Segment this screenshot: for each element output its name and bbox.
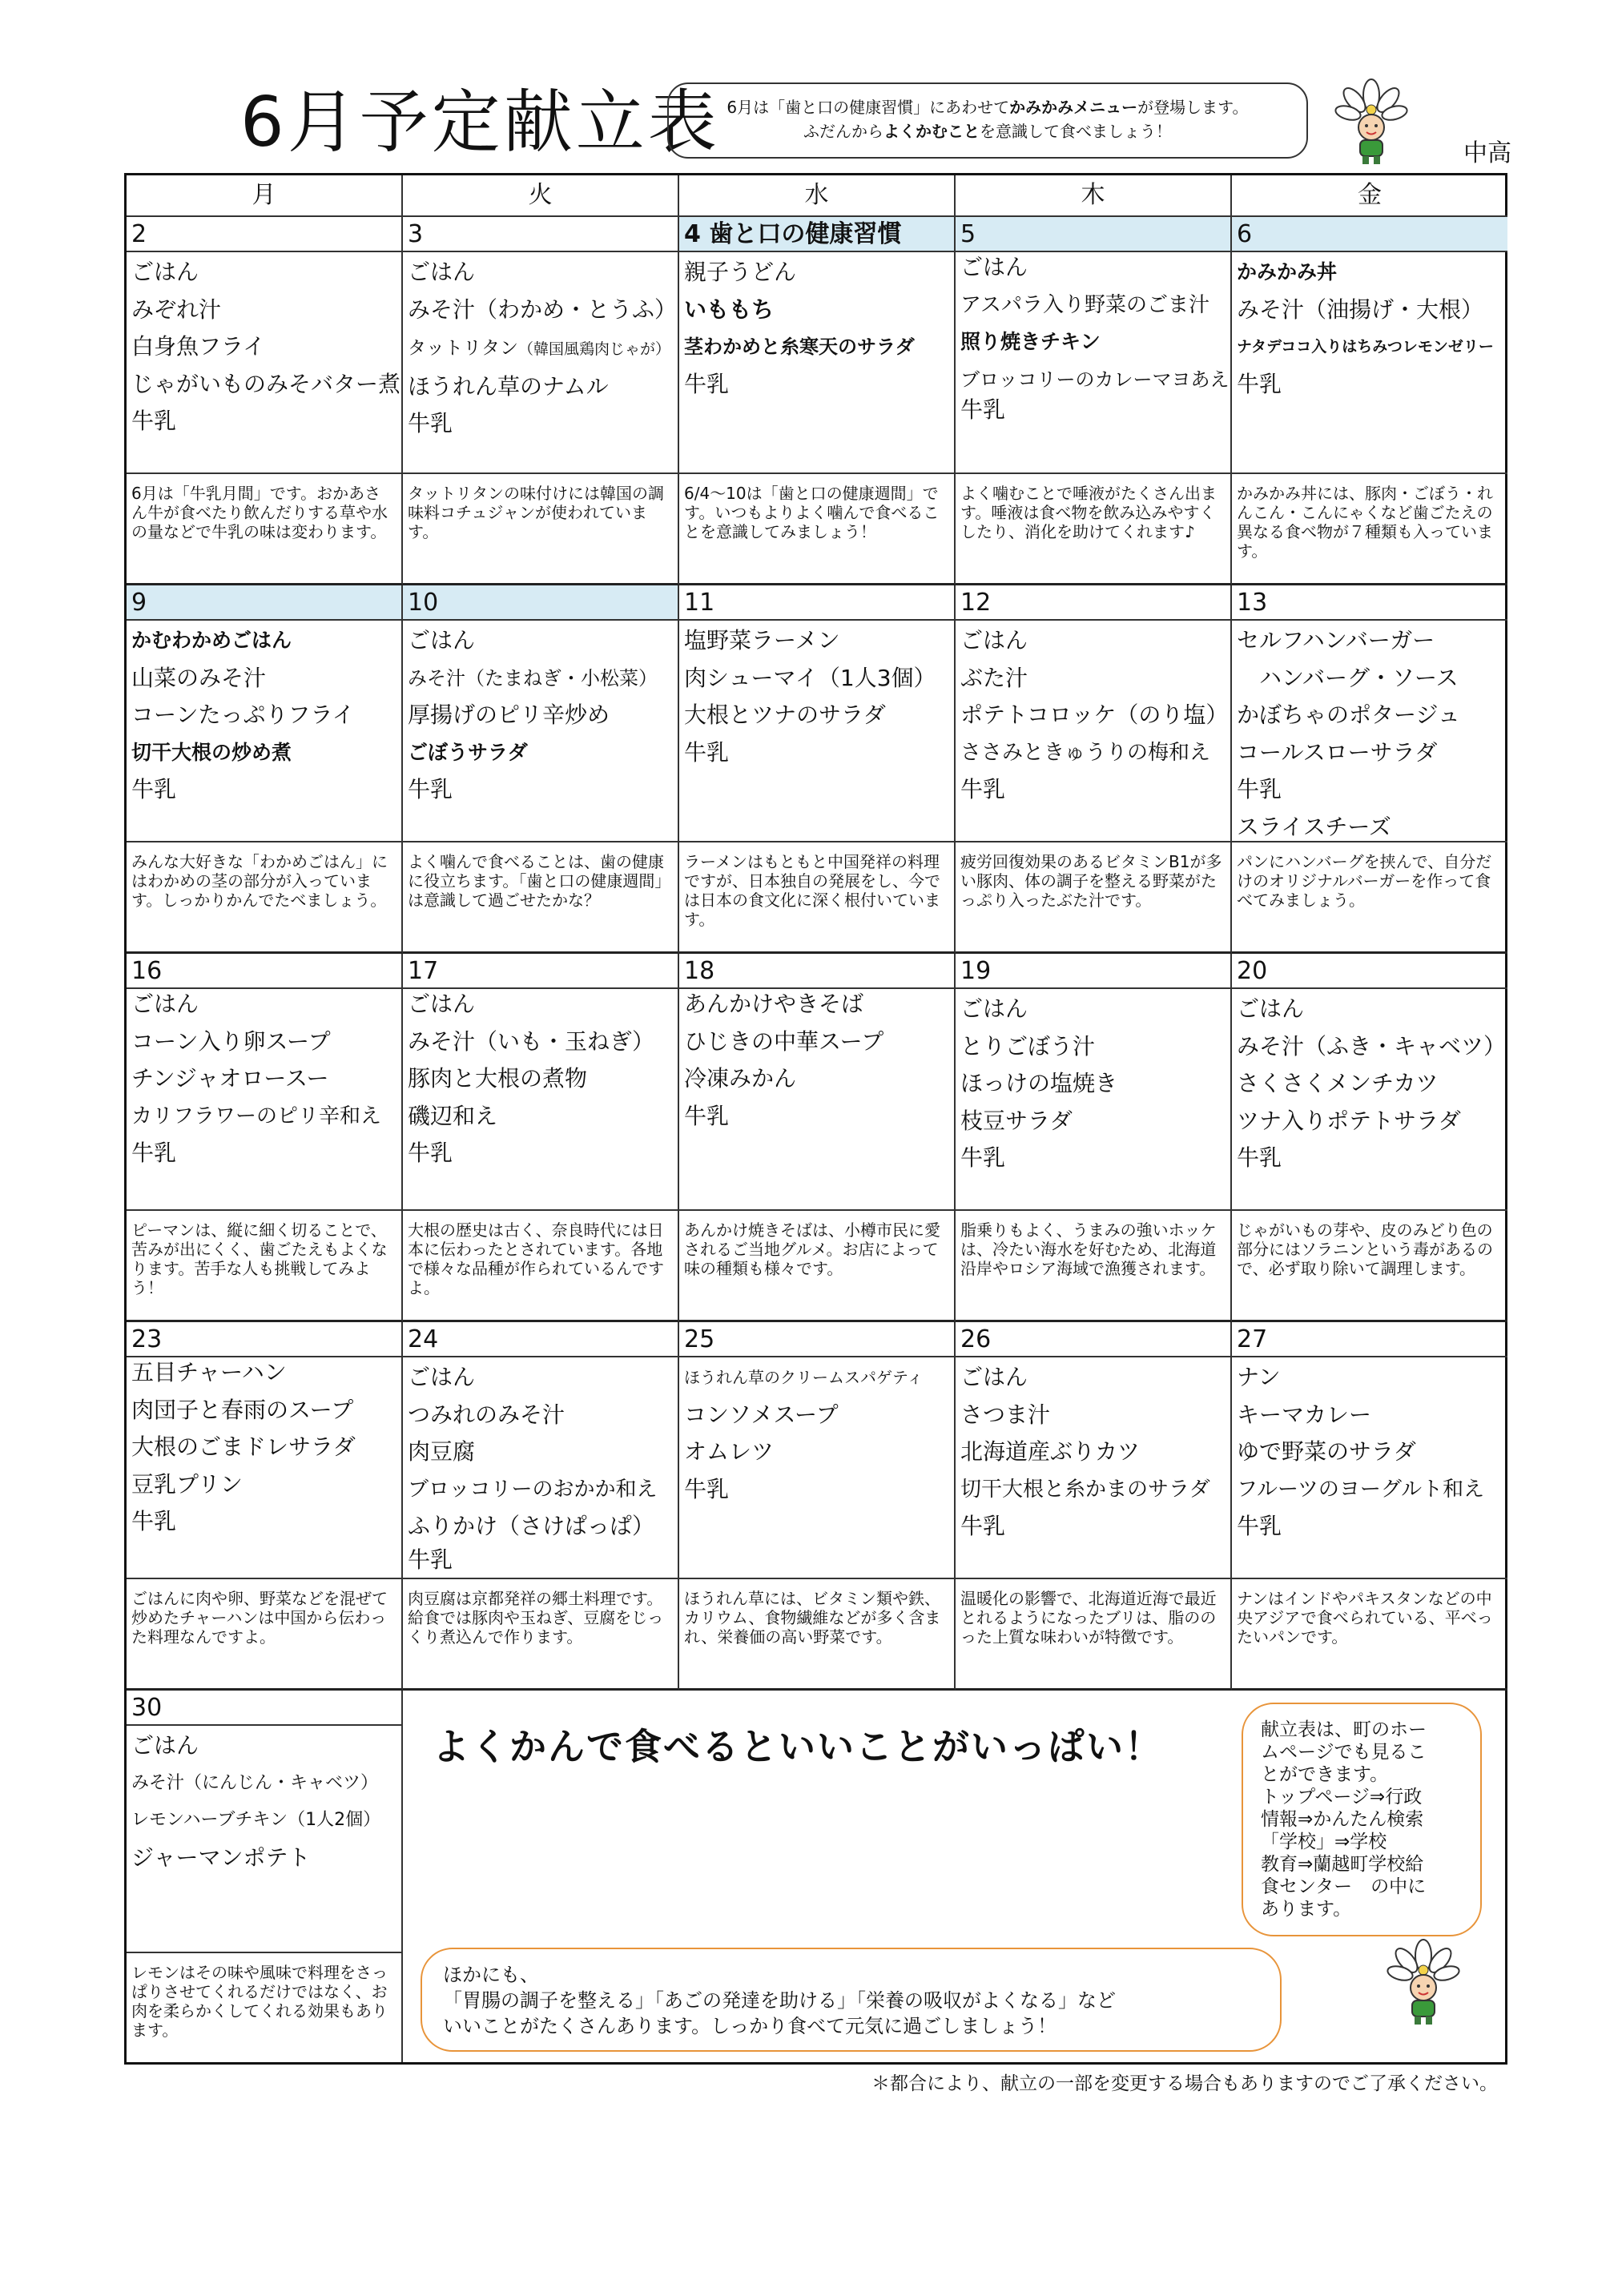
- menu-item: セルフハンバーガー: [1237, 627, 1435, 653]
- menu-item: ごはん: [960, 1364, 1028, 1390]
- day-cell: [403, 217, 679, 585]
- menu-item: 肉シューマイ（1人3個）: [684, 664, 936, 691]
- menu-item: 牛乳: [960, 1144, 1006, 1171]
- date-label: 6: [1232, 217, 1507, 252]
- menu-list: [131, 1354, 398, 1541]
- date-label: 13: [1232, 585, 1507, 621]
- menu-item: 肉豆腐: [408, 1438, 476, 1465]
- menu-item: みそ汁（わかめ・とうふ）: [408, 296, 678, 323]
- weekday-header: 火: [403, 175, 679, 217]
- notice-text: が登場します。: [1137, 98, 1249, 117]
- footer-note: ＊都合により、献立の一部を変更する場合もありますのでご了承ください。: [871, 2073, 1498, 2094]
- menu-item: 山菜のみそ汁: [131, 664, 267, 691]
- day-note: パンにハンバーグを挟んで、自分だけのオリジナルバーガーを作って食べてみましょう。: [1232, 841, 1507, 951]
- menu-item: ごはん: [960, 995, 1028, 1022]
- menu-item: みそ汁（いも・玉ねぎ）: [408, 1027, 655, 1055]
- menu-item: ごはん: [1237, 995, 1305, 1022]
- menu-item: ごはん: [408, 991, 476, 1017]
- menu-item: とりごぼう汁: [960, 1032, 1096, 1060]
- menu-list: [684, 254, 951, 403]
- menu-item: 牛乳: [684, 1475, 730, 1502]
- day-note: じゃがいもの芽や、皮のみどり色の部分にはソラニンという毒があるので、必ず取り除いて調理します。: [1232, 1209, 1507, 1320]
- menu-item: あんかけやきそば: [684, 991, 864, 1017]
- weekday-header: 水: [679, 175, 956, 217]
- menu-list: [960, 991, 1227, 1177]
- menu-list: [408, 1359, 674, 1574]
- date-label: 12: [956, 585, 1230, 621]
- menu-item: いももち: [684, 296, 775, 323]
- menu-item: ハンバーグ・ソース: [1259, 664, 1459, 691]
- date-label: 18: [679, 954, 954, 989]
- notice-text: ふだんから: [803, 122, 883, 141]
- menu-list: [684, 622, 951, 771]
- mascot-icon: [1334, 78, 1410, 166]
- date-label: 10: [403, 585, 678, 621]
- menu-item: 北海道産ぶりカツ: [960, 1438, 1141, 1465]
- menu-item: 五目チャーハン: [131, 1359, 287, 1385]
- menu-item: 照り焼きチキン: [960, 330, 1101, 353]
- menu-item: 牛乳: [131, 776, 177, 802]
- menu-list: [960, 1359, 1227, 1546]
- menu-item: 牛乳: [684, 738, 730, 766]
- menu-item: ごはん: [408, 1364, 476, 1390]
- menu-item: コーン入り卵スープ: [131, 1027, 331, 1055]
- menu-item: 豆乳プリン: [131, 1470, 243, 1498]
- day-note: 肉豆腐は京都発祥の郷土料理です。給食では豚肉や玉ねぎ、豆腐をじっくり煮込んで作ります。: [403, 1578, 678, 1688]
- menu-item: 牛乳: [960, 1513, 1006, 1539]
- day-note: 6/4～10は「歯と口の健康週間」です。いつもよりよく噛んで食べることを意識してみましょう！: [679, 472, 954, 583]
- menu-item: 磯辺和え: [408, 1102, 498, 1129]
- day-note: 温暖化の影響で、北海道近海で最近とれるようになったブリは、脂ののった上質な味わいが特徴です。: [956, 1578, 1230, 1688]
- menu-item: コーンたっぷりフライ: [131, 702, 355, 728]
- day-note: ナンはインドやパキスタンなどの中央アジアで食べられている、平べったいパンです。: [1232, 1578, 1507, 1688]
- day-cell: [956, 1322, 1232, 1691]
- day-note: タットリタンの味付けには韓国の調味料コチュジャンが使われています。: [403, 472, 678, 583]
- date-label: 24: [403, 1322, 678, 1357]
- menu-item: カリフラワーのピリ辛和え: [131, 1104, 382, 1128]
- weekday-header: 木: [956, 175, 1232, 217]
- menu-list: [131, 622, 398, 809]
- menu-item: かむわかめごはん: [131, 629, 292, 652]
- day-note: あんかけ焼きそばは、小樽市民に愛されるご当地グルメ。お店によって味の種類も様々です。: [679, 1209, 954, 1320]
- menu-item: 大根とツナのサラダ: [684, 702, 886, 728]
- menu-item: ささみときゅうりの梅和え: [960, 740, 1211, 765]
- menu-item: 牛乳: [131, 408, 177, 434]
- day-cell: [127, 1691, 403, 2062]
- day-cell: [403, 585, 679, 954]
- day-cell: [127, 954, 403, 1322]
- menu-list: [960, 249, 1230, 423]
- notice-text: 6月は「歯と口の健康習慣」にあわせて: [726, 98, 1010, 117]
- day-cell: [1232, 585, 1507, 954]
- date-label: 4 歯と口の健康習慣: [679, 217, 954, 252]
- info-bubble: [1242, 1703, 1482, 1936]
- menu-item: ごはん: [960, 627, 1028, 653]
- day-cell: [127, 217, 403, 585]
- info-line: トップページ⇒行政: [1261, 1787, 1423, 1807]
- menu-item: みそ汁（たまねぎ・小松菜）: [408, 666, 658, 690]
- menu-item: みそ汁（油揚げ・大根）: [1237, 296, 1484, 323]
- day-note: みんな大好きな「わかめごはん」にはわかめの茎の部分が入っています。しっかりかんでたべましょう。: [127, 841, 401, 951]
- menu-list: [1237, 622, 1504, 846]
- menu-item: 牛乳: [408, 1546, 453, 1573]
- weekday-header: 金: [1232, 175, 1507, 217]
- menu-item: ツナ入りポテトサラダ: [1237, 1107, 1461, 1134]
- menu-item: ふりかけ（さけぱっぱ）: [408, 1513, 655, 1539]
- menu-list: [1237, 254, 1504, 403]
- menu-item: コールスローサラダ: [1237, 738, 1438, 766]
- day-note: ごはんに肉や卵、野菜などを混ぜて炒めたチャーハンは中国から伝わった料理なんですよ。: [127, 1578, 401, 1688]
- menu-item: 牛乳: [131, 1140, 177, 1166]
- menu-item: ごぼうサラダ: [408, 740, 528, 764]
- menu-item: ごはん: [408, 627, 476, 653]
- info-line: 食センター の中に: [1261, 1876, 1427, 1897]
- menu-item: ごはん: [131, 991, 199, 1017]
- menu-item: 豚肉と大根の煮物: [408, 1065, 588, 1092]
- menu-item: 牛乳: [1237, 776, 1282, 802]
- day-cell: [403, 1322, 679, 1691]
- day-cell: [956, 954, 1232, 1322]
- menu-item: ごはん: [960, 254, 1028, 280]
- tips-line: 「胃腸の調子を整える」「あごの発達を助ける」「栄養の吸収がよくなる」など: [443, 1989, 1116, 2012]
- day-note: 脂乗りもよく、うまみの強いホッケは、冷たい海水を好むため、北海道沿岸やロシア海域で漁獲されます。: [956, 1209, 1230, 1320]
- menu-list: [408, 986, 674, 1172]
- day-note: 疲労回復効果のあるビタミンB1が多い豚肉、体の調子を整える野菜がたっぷり入ったぶた汁です。: [956, 841, 1230, 951]
- day-note: ほうれん草には、ビタミン類や鉄、カリウム、食物繊維などが多く含まれ、栄養価の高い野菜です。: [679, 1578, 954, 1688]
- menu-item: ポテトコロッケ（のり塩）: [960, 702, 1229, 728]
- menu-item: 枝豆サラダ: [960, 1107, 1073, 1134]
- menu-item: 牛乳: [684, 370, 730, 397]
- menu-item: 牛乳: [131, 1508, 177, 1534]
- date-label: 9: [127, 585, 401, 621]
- menu-list: [408, 254, 678, 443]
- menu-item: ほうれん草のナムル: [408, 372, 609, 400]
- menu-item: 親子うどん: [684, 259, 797, 285]
- menu-item: 厚揚げのピリ辛炒め: [408, 702, 610, 728]
- tips-bubble: [421, 1948, 1282, 2052]
- day-note: 6月は「牛乳月間」です。おかあさん牛が食べたり飲んだりする草や水の量などで牛乳の味は変わります。: [127, 472, 401, 583]
- menu-list: [684, 986, 951, 1135]
- date-label: 19: [956, 954, 1230, 989]
- menu-item: ほうれん草のクリームスパゲティ: [684, 1368, 924, 1387]
- menu-list: [131, 986, 398, 1172]
- mascot-icon: [1386, 1938, 1462, 2026]
- menu-item: ごはん: [131, 259, 199, 285]
- menu-item: ジャーマンポテト: [131, 1844, 311, 1871]
- menu-item: ブロッコリーのおかか和え: [408, 1477, 658, 1502]
- date-label: 25: [679, 1322, 954, 1357]
- weekday-header: 月: [127, 175, 403, 217]
- menu-item: 茎わかめと糸寒天のサラダ: [684, 336, 915, 358]
- menu-item: みぞれ汁: [131, 296, 222, 323]
- menu-item: チンジャオロースー: [131, 1065, 329, 1092]
- menu-item: ほっけの塩焼き: [960, 1070, 1118, 1096]
- day-note: ラーメンはもともと中国発祥の料理ですが、日本独自の発展をし、今では日本の食文化に深く根付いています。: [679, 841, 954, 951]
- menu-item-text: タットリタン: [408, 338, 518, 359]
- menu-list: [131, 1727, 398, 1876]
- menu-item: 牛乳: [960, 396, 1006, 423]
- page-title: 6月予定献立表: [240, 82, 720, 163]
- menu-item: 牛乳: [1237, 1144, 1282, 1171]
- menu-item: アスパラ入り野菜のごま汁: [960, 292, 1209, 317]
- menu-item: ブロッコリーのカレーマヨあえ: [960, 368, 1230, 391]
- info-line: 教育⇒蘭越町学校給: [1261, 1854, 1424, 1875]
- menu-item: 牛乳: [408, 776, 453, 802]
- menu-list: [1237, 991, 1507, 1177]
- date-label: 17: [403, 954, 678, 989]
- menu-item: 牛乳: [1237, 1513, 1282, 1539]
- date-label: 27: [1232, 1322, 1507, 1357]
- menu-item: 牛乳: [408, 410, 453, 436]
- menu-item: さくさくメンチカツ: [1237, 1070, 1439, 1096]
- menu-item: オムレツ: [684, 1438, 775, 1465]
- school-label: 中高: [1463, 139, 1511, 167]
- menu-item: ナン: [1237, 1364, 1281, 1390]
- menu-item: つみれのみそ汁: [408, 1401, 565, 1428]
- menu-item: フルーツのヨーグルト和え: [1237, 1477, 1485, 1502]
- day-cell: [1232, 1322, 1507, 1691]
- date-label: 3: [403, 217, 678, 252]
- menu-item: 牛乳: [960, 776, 1006, 802]
- menu-item: ごはん: [131, 1732, 199, 1759]
- date-label: 11: [679, 585, 954, 621]
- menu-item: 牛乳: [684, 1102, 730, 1129]
- menu-item-subtext: （韓国風鶏肉じゃが）: [518, 340, 671, 358]
- menu-item: ゆで野菜のサラダ: [1237, 1438, 1416, 1465]
- info-line: ムページでも見るこ: [1261, 1742, 1427, 1763]
- menu-item: 肉団子と春雨のスープ: [131, 1396, 354, 1423]
- menu-item: スライスチーズ: [1237, 813, 1391, 840]
- menu-list: [408, 622, 674, 809]
- menu-item: 牛乳: [408, 1140, 453, 1166]
- day-cell: [1232, 217, 1507, 585]
- info-line: 「学校」⇒学校: [1261, 1832, 1387, 1852]
- day-note: ピーマンは、縦に細く切ることで、苦みが出にくく、歯ごたえもよくなります。苦手な人も挑戦してみよう！: [127, 1209, 401, 1320]
- menu-item: ぶた汁: [960, 664, 1028, 691]
- notice-bold: かみかみメニュー: [1009, 98, 1138, 117]
- day-note: よく噛んで食べることは、歯の健康に役立ちます。「歯と口の健康週間」は意識して過ごせたかな？: [403, 841, 678, 951]
- notice-bold: よくかむこと: [883, 122, 980, 141]
- menu-list: [1237, 1359, 1504, 1546]
- day-cell: [403, 954, 679, 1322]
- menu-item: ひじきの中華スープ: [684, 1027, 884, 1055]
- day-note: 大根の歴史は古く、奈良時代には日本に伝わったとされています。各地で様々な品種が作られているんですよ。: [403, 1209, 678, 1320]
- date-label: 26: [956, 1322, 1230, 1357]
- day-cell: [1232, 954, 1507, 1322]
- slogan-heading: よくかんで食べるといいことがいっぱい！: [433, 1725, 1163, 1768]
- date-label: 2: [127, 217, 401, 252]
- date-label: 5: [956, 217, 1230, 252]
- info-line: 献立表は、町のホー: [1261, 1719, 1427, 1740]
- menu-item: みそ汁（にんじん・キャベツ）: [131, 1772, 379, 1793]
- menu-list: [131, 254, 401, 440]
- menu-item: じゃがいものみそバター煮: [131, 370, 401, 397]
- day-note: レモンはその味や風味で料理をさっぱりさせてくれるだけではなく、お肉を柔らかくしてくれる効果もあります。: [127, 1952, 401, 2062]
- menu-item: ナタデココ入りはちみつレモンゼリー: [1237, 338, 1494, 356]
- menu-item: 塩野菜ラーメン: [684, 627, 840, 653]
- menu-item: [408, 328, 674, 368]
- day-cell: [127, 1322, 403, 1691]
- menu-item: かぼちゃのポタージュ: [1237, 702, 1460, 728]
- menu-item: みそ汁（ふき・キャベツ）: [1237, 1032, 1507, 1060]
- menu-item: 切干大根と糸かまのサラダ: [960, 1477, 1210, 1502]
- tips-line: いいことがたくさんあります。しっかり食べて元気に過ごしましょう！: [443, 2015, 1057, 2037]
- menu-item: かみかみ丼: [1237, 260, 1338, 283]
- info-line: 情報⇒かんたん検索: [1261, 1809, 1424, 1830]
- day-cell: [679, 585, 956, 954]
- day-cell: [679, 217, 956, 585]
- info-line: あります。: [1261, 1899, 1352, 1920]
- menu-item: キーマカレー: [1237, 1401, 1372, 1428]
- date-label: 30: [127, 1691, 401, 1726]
- menu-item: コンソメスープ: [684, 1401, 839, 1428]
- menu-item: 大根のごまドレサラダ: [131, 1433, 356, 1460]
- day-cell: [679, 1322, 956, 1691]
- notice-text: を意識して食べましょう！: [980, 122, 1172, 141]
- day-cell: [679, 954, 956, 1322]
- day-note: かみかみ丼には、豚肉・ごぼう・れんこん・こんにゃくなど歯ごたえの異なる食べ物が７種類も入っています。: [1232, 472, 1507, 583]
- day-cell: [127, 585, 403, 954]
- notice-bubble: [667, 82, 1308, 159]
- menu-list: [960, 622, 1227, 809]
- info-line: とができます。: [1261, 1764, 1389, 1785]
- day-note: よく噛むことで唾液がたくさん出ます。唾液は食べ物を飲み込みやすくしたり、消化を助けてくれます♪: [956, 472, 1230, 583]
- menu-item: 冷凍みかん: [684, 1065, 797, 1092]
- menu-item: 白身魚フライ: [131, 333, 266, 360]
- tips-line: ほかにも、: [443, 1964, 539, 1986]
- date-label: 20: [1232, 954, 1507, 989]
- menu-item: 牛乳: [1237, 370, 1282, 397]
- menu-list: [684, 1359, 951, 1508]
- menu-item: ごはん: [408, 259, 476, 285]
- day-cell: [956, 217, 1232, 585]
- menu-item: 切干大根の炒め煮: [131, 740, 292, 764]
- menu-item: さつま汁: [960, 1401, 1051, 1428]
- day-cell: [956, 585, 1232, 954]
- date-label: 23: [127, 1322, 401, 1357]
- menu-item: レモンハーブチキン（1人2個）: [131, 1810, 381, 1830]
- date-label: 16: [127, 954, 401, 989]
